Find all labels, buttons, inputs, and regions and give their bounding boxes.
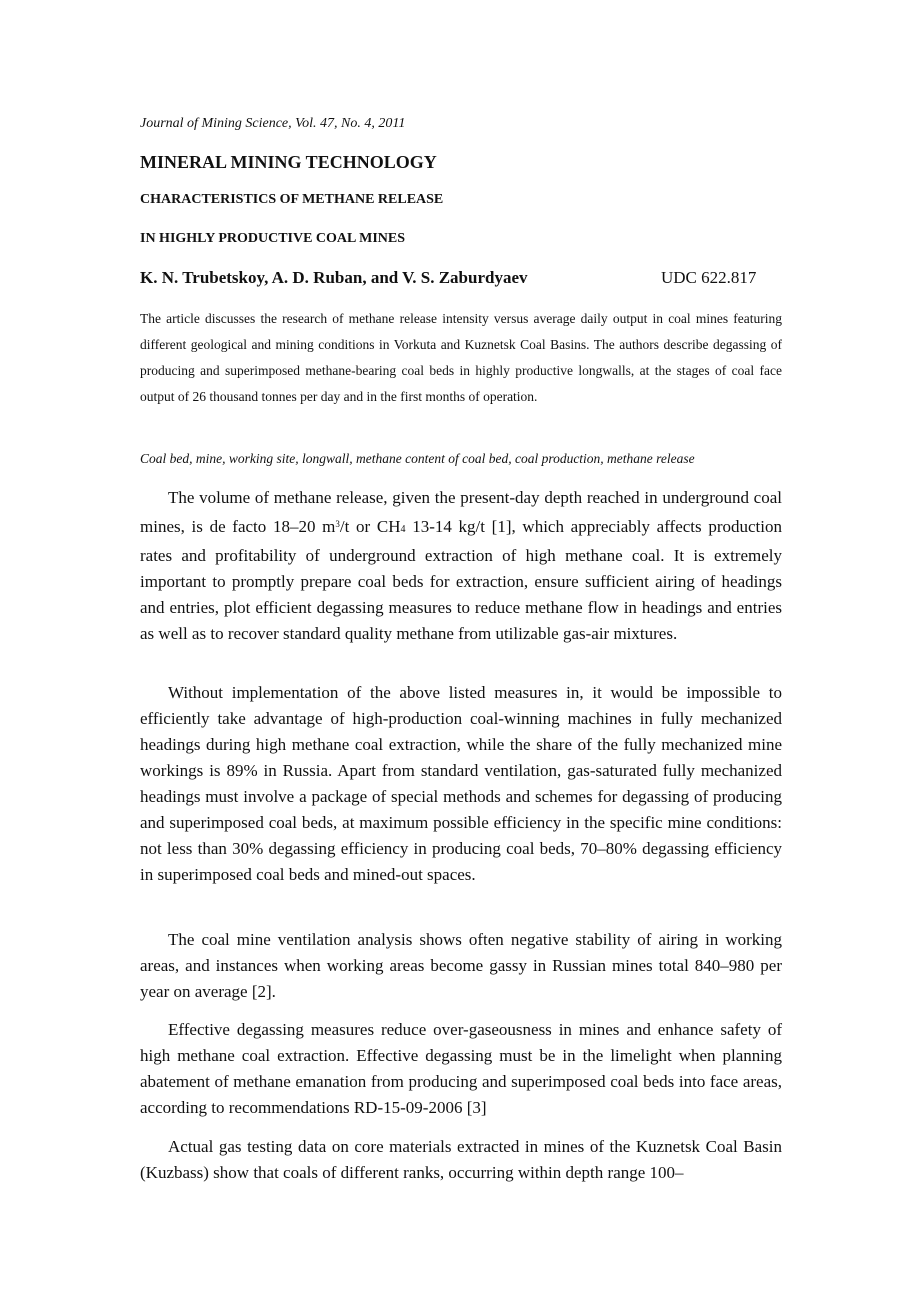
journal-citation: Journal of Mining Science, Vol. 47, No. 4, 2011 xyxy=(140,116,406,131)
body-paragraph-3: The coal mine ventilation analysis shows often negative stability of airing in working areas, and instances when working areas become gassy in Russian mines total 840–980 per year on average [2]. xyxy=(140,930,782,1001)
article-title-line-2: IN HIGHLY PRODUCTIVE COAL MINES xyxy=(140,231,406,246)
body-paragraph-2: Without implementation of the above listed measures in, it would be impossible to efficiently take advantage of high-production coal-winning machines in fully mechanized headings during high methane coal extraction, while the share of the fully mechanized mine workings is 89% in Russia. Apart from standard ventilation, gas-saturated fully mechanized headings must involve a package of special methods and schemes for degassing of producing and superimposed coal beds, at maximum possible efficiency in the specific mine conditions: not less than 30% degassing efficiency in producing coal beds, 70–80% degassing efficiency in superimposed coal beds and mined-out spaces. xyxy=(140,683,782,884)
body-paragraph-5: Actual gas testing data on core materials extracted in mines of the Kuznetsk Coal Basin (Kuzbass) show that coals of different ranks, occurring within depth range 100– xyxy=(140,1137,782,1182)
abstract: The article discusses the research of methane release intensity versus average daily output in coal mines featuring different geological and mining conditions in Vorkuta and Kuznetsk Coal Basins. The authors describe degassing of producing and superimposed methane-bearing coal beds in highly productive longwalls, at the stages of coal face output of 26 thousand tonnes per day and in the first months of operation. xyxy=(140,311,782,404)
body-paragraph-4: Effective degassing measures reduce over-gaseousness in mines and enhance safety of high methane coal extraction. Effective degassing must be in the limelight when planning abatement of methane emanation from producing and superimposed coal beds into face areas, according to recommendations RD-15-09-2006 [3] xyxy=(140,1020,782,1117)
author-list: K. N. Trubetskoy, A. D. Ruban, and V. S. Zaburdyaev xyxy=(140,268,528,287)
body-paragraph-1 xyxy=(140,485,782,647)
section-heading: MINERAL MINING TECHNOLOGY xyxy=(140,152,437,172)
p1-superscript: 3 xyxy=(335,519,340,529)
p1-subscript: 4 xyxy=(400,524,406,535)
p1-text-c: 13-14 kg/t [1], which appreciably affects production rates and profitability of underground extraction of high methane coal. It is extremely important to promptly prepare coal beds for extraction, ensure sufficient airing of headings and entries, plot efficient degassing measures to reduce methane flow in headings and entries as well as to recover standard quality methane from utilizable gas-air mixtures. xyxy=(140,517,782,643)
udc-code: UDC 622.817 xyxy=(661,268,757,287)
p1-text-a: The volume of methane release, given the present-day depth reached in underground coal mines, is de facto 18–20 m xyxy=(140,488,782,536)
keywords: Coal bed, mine, working site, longwall, methane content of coal bed, coal production, methane release xyxy=(140,451,695,466)
article-title-line-1: CHARACTERISTICS OF METHANE RELEASE xyxy=(140,192,444,207)
p1-text-b: /t or CH xyxy=(339,517,401,536)
